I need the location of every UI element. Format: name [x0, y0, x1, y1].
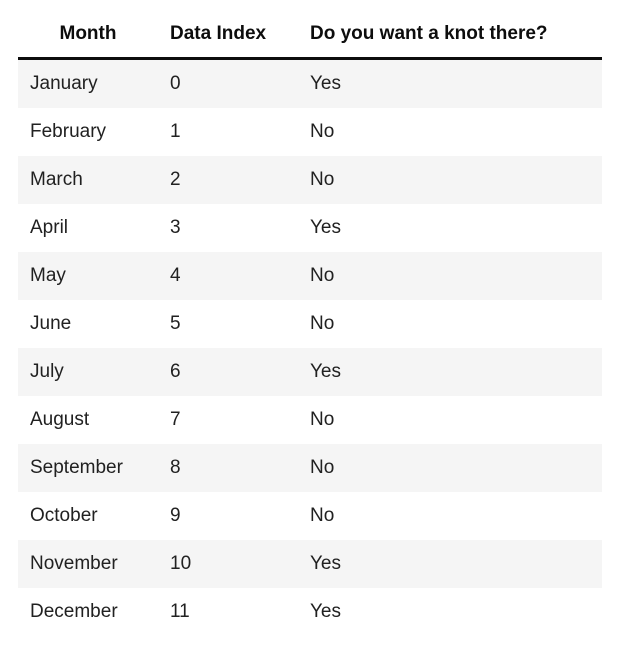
- knot-table-container: [18, 10, 634, 636]
- knot-cell: No: [310, 265, 335, 286]
- table-row: [18, 108, 602, 156]
- data-index-cell: 3: [170, 217, 181, 238]
- data-index-cell: 0: [170, 73, 181, 94]
- knot-cell: Yes: [310, 553, 341, 574]
- column-header-data-index: Data Index: [158, 10, 298, 59]
- month-cell: April: [30, 217, 69, 238]
- knot-cell: Yes: [310, 217, 341, 238]
- month-cell: December: [30, 601, 118, 622]
- month-cell: November: [30, 553, 118, 574]
- table-row: [18, 540, 602, 588]
- data-index-cell: 10: [170, 553, 192, 574]
- column-header-month: Month: [18, 10, 158, 59]
- month-knot-table: [18, 10, 602, 636]
- table-row: [18, 300, 602, 348]
- data-index-cell: 7: [170, 409, 181, 430]
- month-cell: June: [30, 313, 72, 334]
- month-cell: March: [30, 169, 83, 190]
- month-cell: October: [30, 505, 98, 526]
- table-row: [18, 492, 602, 540]
- table-row: [18, 156, 602, 204]
- data-index-cell: 11: [170, 601, 190, 622]
- knot-cell: No: [310, 457, 335, 478]
- data-index-cell: 5: [170, 313, 181, 334]
- data-index-cell: 4: [170, 265, 181, 286]
- month-cell: February: [30, 121, 107, 142]
- month-cell: September: [30, 457, 123, 478]
- data-index-cell: 1: [170, 121, 181, 142]
- knot-cell: Yes: [310, 361, 341, 382]
- data-index-cell: 6: [170, 361, 181, 382]
- table-header: [18, 10, 602, 59]
- month-cell: May: [30, 265, 66, 286]
- knot-cell: Yes: [310, 601, 341, 622]
- data-index-cell: 2: [170, 169, 181, 190]
- knot-cell: No: [310, 313, 335, 334]
- knot-cell: No: [310, 121, 335, 142]
- knot-cell: Yes: [310, 73, 341, 94]
- knot-cell: No: [310, 409, 335, 430]
- table-row: [18, 252, 602, 300]
- table-row: [18, 588, 602, 636]
- data-index-cell: 9: [170, 505, 181, 526]
- table-row: [18, 348, 602, 396]
- month-cell: January: [30, 73, 98, 94]
- table-row: [18, 396, 602, 444]
- data-index-cell: 8: [170, 457, 181, 478]
- table-row: [18, 444, 602, 492]
- header-row: [18, 10, 602, 59]
- knot-cell: No: [310, 505, 335, 526]
- knot-cell: No: [310, 169, 335, 190]
- month-cell: July: [30, 361, 64, 382]
- column-header-knot: Do you want a knot there?: [298, 10, 602, 59]
- table-body: [18, 59, 602, 637]
- table-row: [18, 204, 602, 252]
- table-row: [18, 59, 602, 109]
- month-cell: August: [30, 409, 90, 430]
